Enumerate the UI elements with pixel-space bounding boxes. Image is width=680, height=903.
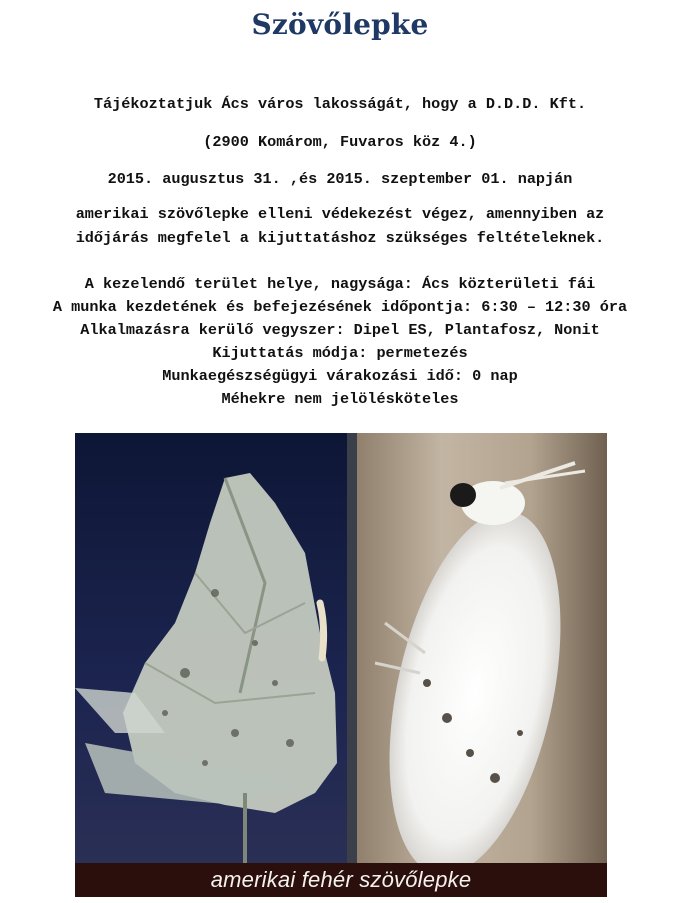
detail-area: A kezelendő terület helye, nagysága: Ács közterületi fái (84, 275, 596, 293)
moth-photo (75, 433, 607, 897)
intro-line-5: időjárás megfelel a kijuttatáshoz szükséges feltételeknek. (75, 229, 605, 247)
intro-line-3: 2015. augusztus 31. ,és 2015. szeptember 01. napján (107, 170, 573, 188)
intro-line-2: (2900 Komárom, Fuvaros köz 4.) (203, 133, 477, 151)
detail-time: A munka kezdetének és befejezésének időpontja: 6:30 – 12:30 óra (52, 298, 628, 316)
moth-photo-illustration (75, 433, 607, 863)
photo-caption: amerikai fehér szövőlepke (210, 867, 472, 892)
detail-method: Kijuttatás módja: permetezés (212, 344, 468, 362)
intro-line-1: Tájékoztatjuk Ács város lakosságát, hogy a D.D.D. Kft. (93, 95, 587, 113)
detail-waiting-time: Munkaegészségügyi várakozási idő: 0 nap (162, 367, 518, 385)
intro-line-4: amerikai szövőlepke elleni védekezést végez, amennyiben az (75, 205, 605, 223)
page-title: Szövőlepke (251, 8, 429, 41)
caption-bar (75, 863, 607, 897)
detail-chemical: Alkalmazásra kerülő vegyszer: Dipel ES, Plantafosz, Nonit (80, 321, 600, 339)
detail-bees: Méhekre nem jelölésköteles (221, 390, 459, 408)
